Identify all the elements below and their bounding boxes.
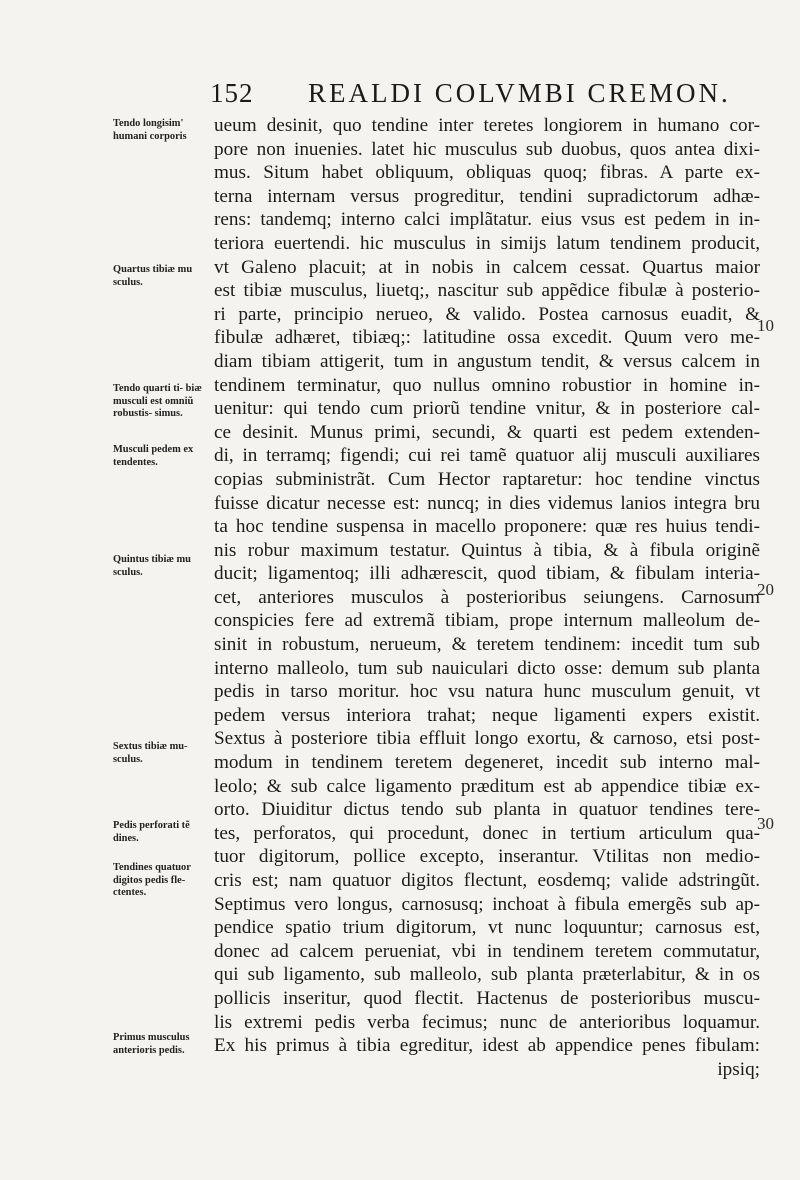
running-head: REALDI COLVMBI CREMON. xyxy=(308,78,731,108)
margin-note: Tendines quatuor digitos pedis fle- ctentes. xyxy=(113,862,191,899)
line-number: 10 xyxy=(757,316,774,335)
text-line: est tibiæ musculus, liuetq;, nascitur sub appẽdice fibulæ à posterio- xyxy=(214,280,760,302)
text-line: diam tibiam attigerit, tum in angustum tendit, & versus calcem in xyxy=(214,350,760,372)
text-line: rens: tandemq; interno calci implãtatur. eius vsus est pedem in in- xyxy=(214,209,760,231)
text-line: mus. Situm habet obliquum, obliquas quoq; fibras. A parte ex- xyxy=(214,162,760,184)
text-line: fibulæ adhæret, tibiæq;: latitudine ossa excedit. Quum vero me- xyxy=(214,327,760,349)
page-number: 152 xyxy=(210,78,254,108)
line-number: 30 xyxy=(757,814,774,833)
text-line: orto. Diuiditur dictus tendo sub planta in quatuor tendines tere- xyxy=(214,799,760,821)
text-line: vt Galeno placuit; at in nobis in calcem cessat. Quartus maior xyxy=(214,256,760,278)
text-line: sinit in robustum, nerueum, & teretem tendinem: incedit tum sub xyxy=(214,634,760,656)
text-line: Ex his primus à tibia egreditur, idest ab appendice penes fibulam: xyxy=(214,1035,760,1057)
margin-note: Quartus tibiæ mu sculus. xyxy=(113,264,193,288)
text-line: interno malleolo, tum sub nauiculari dicto osse: demum sub planta xyxy=(214,657,760,679)
text-line: teriora euertendi. hic musculus in simijs latum tendinem producit, xyxy=(214,232,760,254)
text-line: copias subministrãt. Cum Hector raptaretur: hoc tendine vinctus xyxy=(214,468,760,490)
text-line: di, in terramq; figendi; cui rei tamẽ quatuor alij musculi auxiliares xyxy=(214,445,760,467)
margin-note: Tendo longisim' humani corporis xyxy=(113,118,187,142)
text-line: tuor digitorum, pollice excepto, inserantur. Vtilitas non medio- xyxy=(214,846,760,868)
text-line: nis robur maximum testatur. Quintus à tibia, & à fibula originẽ xyxy=(214,539,760,561)
text-line: pore non inuenies. latet hic musculus sub duobus, quos antea dixi- xyxy=(214,138,760,160)
text-line: modum in tendinem teretem degeneret, incedit sub interno mal- xyxy=(214,752,760,774)
text-line: conspicies fere ad extremã tibiam, prope internum malleolum de- xyxy=(214,610,760,632)
margin-note: Primus musculus anterioris pedis. xyxy=(113,1032,190,1056)
text-line: pendice spatio trium digitorum, vt nunc loquuntur; carnosus est, xyxy=(214,917,760,939)
margin-note: Pedis perforati tẽ dines. xyxy=(113,820,190,844)
margin-note: Musculi pedem ex tendentes. xyxy=(113,444,194,468)
text-line: Septimus vero longus, carnosusq; inchoat à fibula emergẽs sub ap- xyxy=(214,893,760,915)
text-line: ueum desinit, quo tendine inter teretes longiorem in humano cor- xyxy=(214,115,760,136)
body-text xyxy=(214,114,760,1081)
text-line: tes, perforatos, qui procedunt, donec in tertium articulum qua- xyxy=(214,822,760,844)
margin-note: Sextus tibiæ mu- sculus. xyxy=(113,741,188,765)
text-line: pollicis inseritur, quod flectit. Hactenus de posterioribus muscu- xyxy=(214,987,760,1009)
line-number: 20 xyxy=(757,580,774,599)
text-line: leolo; & sub calce ligamento præditum est ab appendice tibiæ ex- xyxy=(214,775,760,797)
text-line: qui sub ligamento, sub malleolo, sub planta præterlabitur, & in os xyxy=(214,964,760,986)
text-line: cris est; nam quatuor digitos flectunt, eosdemq; valide adstringũt. xyxy=(214,870,760,891)
catchword: ipsiq; xyxy=(717,1058,760,1080)
text-line: tendinem terminatur, quo nullus omnino robustior in homine in- xyxy=(214,374,760,396)
margin-note: Quintus tibiæ mu sculus. xyxy=(113,554,191,578)
text-line: ce desinit. Munus primi, secundi, & quarti est pedem extenden- xyxy=(214,421,760,443)
text-line: Sextus à posteriore tibia effluit longo exortu, & carnoso, etsi post- xyxy=(214,728,760,750)
margin-note: Tendo quarti ti- biæ musculi est omniũ robustis- simus. xyxy=(113,383,202,420)
text-line: fuisse dicatur necesse est: nuncq; in dies videmus lanios integra bru xyxy=(214,492,760,514)
page-header xyxy=(206,74,786,114)
text-line: ta hoc tendine suspensa in macello proponere: quæ res huius tendi- xyxy=(214,516,760,538)
text-line: donec ad calcem perueniat, vbi in tendinem teretem commutatur, xyxy=(214,940,760,962)
text-line: ducit; ligamentoq; illi adhærescit, quod tibiam, & fibulam interia- xyxy=(214,563,760,585)
text-line: terna internam versus progreditur, tendini supradictorum adhæ- xyxy=(214,185,760,207)
text-line: lis extremi pedis verba fecimus; nunc de anterioribus loquamur. xyxy=(214,1011,760,1033)
text-line: ri parte, principio nerueo, & valido. Postea carnosus euadit, & xyxy=(214,303,760,325)
text-line: pedis in tarso moritur. hoc vsu natura hunc musculum genuit, vt xyxy=(214,681,760,703)
text-line: uenitur: qui tendo cum priorũ tendine vnitur, & in posteriore cal- xyxy=(214,398,760,420)
text-line: pedem versus interiora trahat; neque ligamenti expers existit. xyxy=(214,704,760,726)
text-line: cet, anteriores musculos à posterioribus seiungens. Carnosum xyxy=(214,586,760,608)
